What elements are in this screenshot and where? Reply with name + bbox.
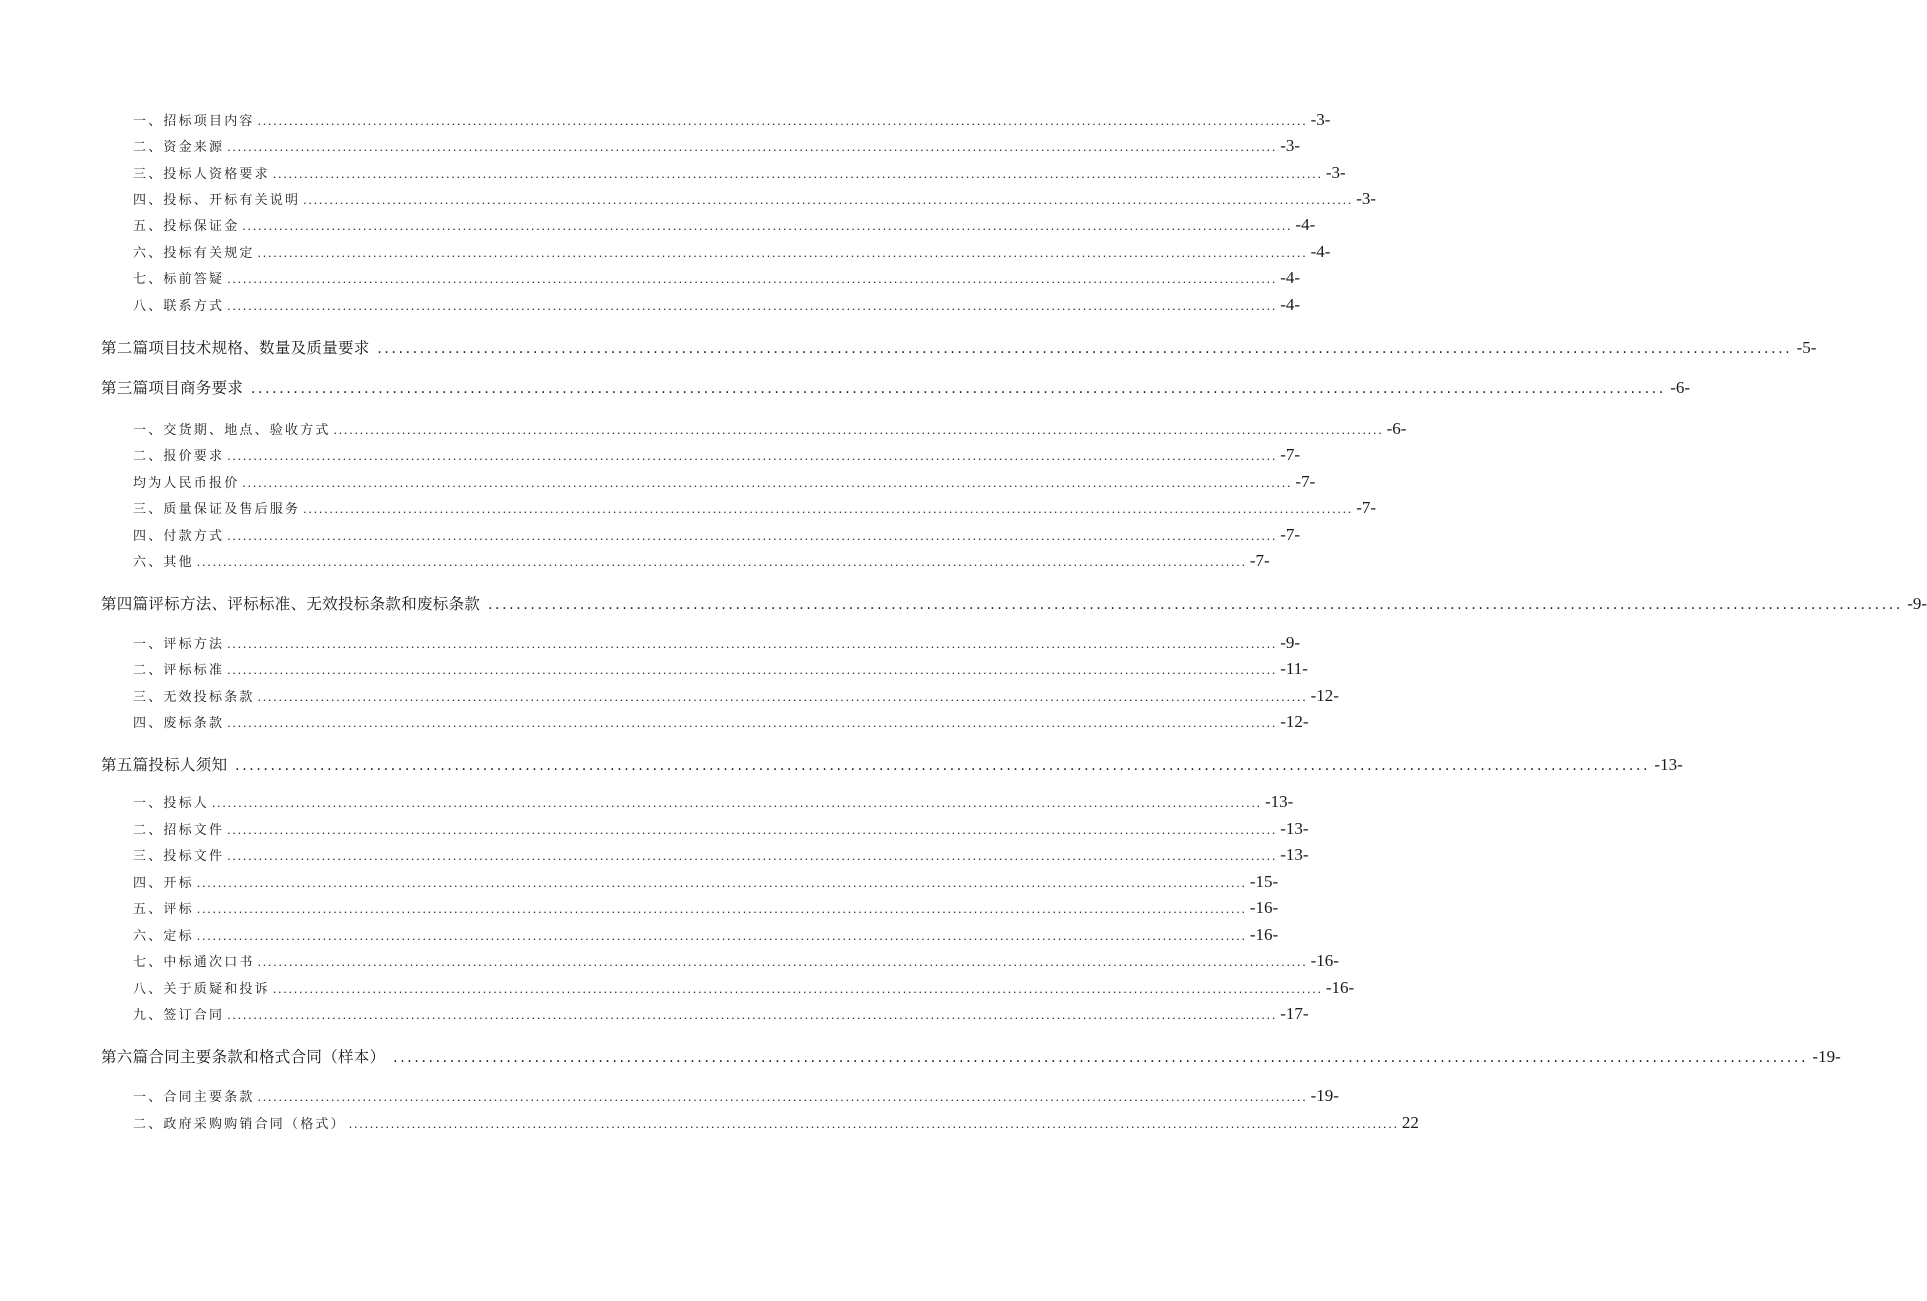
toc-entry-label: 八、联系方式 [133,299,225,314]
toc-chapter-label: 第二篇项目技术规格、数量及质量要求 [101,339,370,357]
toc-entry[interactable] [133,1004,1309,1024]
toc-entry-page: -16- [1249,925,1279,944]
toc-dot-leader: ........................................................................................................................................................................................................ [196,901,1247,916]
toc-entry-page: -13- [1280,845,1309,864]
toc-entry-label: 三、质量保证及售后服务 [133,502,301,517]
toc-chapter-4[interactable] [101,592,1927,614]
toc-entry-label: 二、政府采购购销合同（格式） [133,1117,346,1132]
toc-entry-page: -3- [1310,110,1331,129]
toc-chapter-page: -13- [1654,755,1683,774]
toc-dot-leader: ........................................................................................................................................................................................................ [227,298,1278,313]
toc-dot-leader: ........................................................................................................................................................................................................ [196,554,1247,569]
toc-entry-page: -6- [1386,419,1407,438]
toc-entry-label: 二、资金来源 [133,140,225,155]
toc-entry-label: 六、其他 [133,555,194,570]
toc-dot-leader: ........................................................................................................................................................................................................ [257,954,1308,969]
toc-entry-page: -3- [1325,163,1346,182]
toc-entry-page: -4- [1280,268,1301,287]
toc-chapter-label: 第六篇合同主要条款和格式合同（样本） [101,1048,386,1066]
toc-dot-leader: ........................................................................................................................................................................................................ [242,475,1293,490]
toc-entry-label: 一、交货期、地点、验收方式 [133,423,331,438]
toc-entry-label: 三、无效投标条款 [133,690,255,705]
toc-dot-leader: ........................................................................................................................................................................................................ [227,662,1278,677]
toc-entry[interactable] [133,633,1301,653]
toc-dot-leader: ........................................................................................................................................................................................................ [272,981,1323,996]
toc-entry-page: -17- [1280,1004,1309,1023]
toc-chapter-page: -9- [1907,594,1927,613]
toc-entry-label: 四、付款方式 [133,529,225,544]
toc-dot-leader: ........................................................................................................................................................................................................ [227,448,1278,463]
toc-entry-label: 八、关于质疑和投诉 [133,982,270,997]
toc-entry-page: -16- [1325,978,1355,997]
toc-chapter-label: 第三篇项目商务要求 [101,379,244,397]
toc-entry-page: -15- [1249,872,1279,891]
toc-entry-label: 二、招标文件 [133,823,225,838]
toc-entry-page: -7- [1356,498,1377,517]
toc-entry-page: -3- [1280,136,1301,155]
toc-chapter-6[interactable] [101,1045,1841,1067]
toc-dot-leader: ........................................................................................................................................................................................................ [303,192,1354,207]
toc-entry-label: 四、废标条款 [133,716,225,731]
toc-entry[interactable] [133,819,1309,839]
toc-entry[interactable] [133,525,1301,545]
toc-entry-page: -13- [1265,792,1294,811]
toc-entry-label: 七、中标通次口书 [133,955,255,970]
toc-dot-leader: ........................................................................................................................................................................................................ [196,875,1247,890]
toc-entry-label: 五、投标保证金 [133,219,240,234]
toc-dot-leader: ........................................................................................................................................................................................................ [348,1116,1399,1131]
toc-entry[interactable] [133,1086,1339,1106]
toc-entry[interactable] [133,242,1331,262]
toc-entry-label: 六、定标 [133,929,194,944]
toc-entry-page: -7- [1295,472,1316,491]
toc-entry-label: 一、招标项目内容 [133,114,255,129]
toc-chapter-page: -6- [1670,378,1691,397]
toc-chapter-label: 第五篇投标人须知 [101,756,228,774]
toc-entry[interactable] [133,445,1301,465]
toc-entry[interactable] [133,498,1377,518]
toc-entry-page: -4- [1310,242,1331,261]
toc-dot-leader: ........................................................................................................................................................................................................ [257,245,1308,260]
toc-dot-leader: ........................................................................................................................................................................................................ [257,113,1308,128]
toc-entry-label: 一、评标方法 [133,637,225,652]
toc-entry-page: -12- [1310,686,1339,705]
toc-entry[interactable] [133,268,1301,288]
toc-entry-page: -7- [1280,445,1301,464]
toc-entry[interactable] [133,978,1355,998]
toc-entry[interactable] [133,136,1301,156]
toc-entry-page: -12- [1280,712,1309,731]
toc-dot-leader: ........................................................................................................................................................................................................ [227,1007,1278,1022]
toc-chapter-3[interactable] [101,376,1691,398]
toc-entry[interactable] [133,872,1279,892]
toc-entry-label: 五、评标 [133,902,194,917]
toc-dot-leader: ........................................................................................................................................................................................................ [393,1049,1809,1066]
toc-entry-page: -13- [1280,819,1309,838]
toc-entry-label: 三、投标人资格要求 [133,167,270,182]
toc-entry[interactable] [133,163,1346,183]
toc-entry-label: 七、标前答疑 [133,272,225,287]
toc-entry-page: -3- [1356,189,1377,208]
toc-entry-label: 一、合同主要条款 [133,1090,255,1105]
toc-entry-page: -7- [1249,551,1270,570]
toc-entry-page: -16- [1249,898,1279,917]
toc-chapter-page: -5- [1796,338,1817,357]
toc-entry-label: 六、投标有关规定 [133,246,255,261]
toc-entry[interactable] [133,845,1309,865]
toc-entry[interactable] [133,472,1316,492]
toc-dot-leader: ........................................................................................................................................................................................................ [227,848,1278,863]
toc-entry[interactable] [133,712,1309,732]
toc-dot-leader: ........................................................................................................................................................................................................ [235,757,1651,774]
toc-entry[interactable] [133,792,1294,812]
toc-entry-label: 四、开标 [133,876,194,891]
toc-entry-page: -7- [1280,525,1301,544]
toc-dot-leader: ........................................................................................................................................................................................................ [227,636,1278,651]
toc-dot-leader: ........................................................................................................................................................................................................ [333,422,1384,437]
toc-entry[interactable] [133,189,1377,209]
toc-dot-leader: ........................................................................................................................................................................................................ [257,689,1308,704]
toc-dot-leader: ........................................................................................................................................................................................................ [227,528,1278,543]
toc-entry[interactable] [133,551,1270,571]
toc-entry[interactable] [133,110,1331,130]
toc-entry[interactable] [133,951,1339,971]
toc-chapter-2[interactable] [101,336,1817,358]
toc-entry-page: -4- [1295,215,1316,234]
toc-entry[interactable] [133,925,1279,945]
toc-dot-leader: ........................................................................................................................................................................................................ [303,501,1354,516]
toc-dot-leader: ........................................................................................................................................................................................................ [488,596,1904,613]
toc-entry-label: 九、签订合同 [133,1008,225,1023]
toc-dot-leader: ........................................................................................................................................................................................................ [242,218,1293,233]
toc-dot-leader: ........................................................................................................................................................................................................ [227,822,1278,837]
toc-entry-page: -4- [1280,295,1301,314]
toc-dot-leader: ........................................................................................................................................................................................................ [227,139,1278,154]
toc-dot-leader: ........................................................................................................................................................................................................ [212,795,1263,810]
toc-entry-page: -11- [1280,659,1308,678]
toc-dot-leader: ........................................................................................................................................................................................................ [272,166,1323,181]
toc-entry-label: 二、评标标准 [133,663,225,678]
toc-entry-page: -16- [1310,951,1339,970]
toc-entry-label: 三、投标文件 [133,849,225,864]
toc-entry[interactable] [133,419,1407,439]
toc-entry[interactable] [133,1113,1419,1133]
toc-entry-label: 二、报价要求 [133,449,225,464]
toc-entry-label: 四、投标、开标有关说明 [133,193,301,208]
toc-entry-label: 均为人民币报价 [133,476,240,491]
toc-entry[interactable] [133,295,1301,315]
toc-dot-leader: ........................................................................................................................................................................................................ [257,1089,1308,1104]
toc-chapter-page: -19- [1812,1047,1841,1066]
toc-entry-label: 一、投标人 [133,796,210,811]
toc-chapter-label: 第四篇评标方法、评标标准、无效投标条款和废标条款 [101,595,481,613]
toc-entry[interactable] [133,686,1339,706]
toc-chapter-5[interactable] [101,753,1683,775]
toc-entry-page: -19- [1310,1086,1339,1105]
toc-entry-page: 22 [1401,1113,1419,1132]
toc-entry[interactable] [133,898,1279,918]
toc-entry[interactable] [133,659,1308,679]
toc-entry-page: -9- [1280,633,1301,652]
toc-dot-leader: ........................................................................................................................................................................................................ [196,928,1247,943]
toc-dot-leader: ........................................................................................................................................................................................................ [227,271,1278,286]
toc-dot-leader: ........................................................................................................................................................................................................ [251,380,1667,397]
toc-entry[interactable] [133,215,1316,235]
toc-dot-leader: ........................................................................................................................................................................................................ [227,715,1278,730]
toc-dot-leader: ........................................................................................................................................................................................................ [377,340,1793,357]
